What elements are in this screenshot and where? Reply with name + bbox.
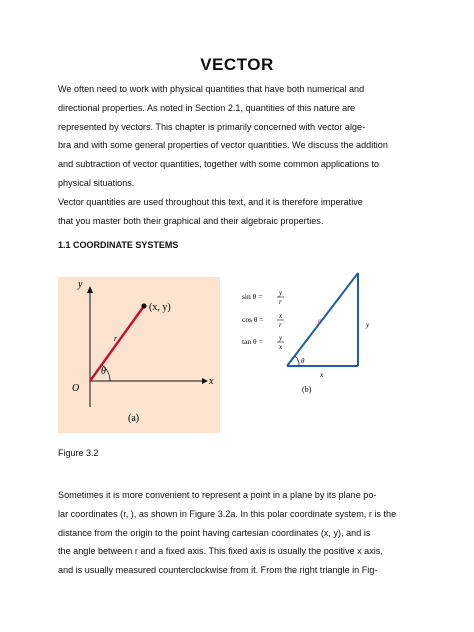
- text-line: Sometimes it is more convenient to represent a point in a plane by its plane po-: [58, 490, 377, 500]
- text-line: that you master both their graphical and their algebraic properties.: [58, 215, 324, 226]
- tan-num: y: [279, 334, 283, 342]
- body-paragraph: [58, 486, 428, 580]
- cos-num: x: [279, 312, 283, 320]
- intro-paragraph: [58, 80, 428, 230]
- sin-num: y: [279, 289, 283, 297]
- point-label: (x, y): [149, 302, 171, 313]
- text-line: the angle between r and a fixed axis. This fixed axis is usually the positive x axis,: [58, 546, 383, 557]
- section-heading: 1.1 COORDINATE SYSTEMS: [58, 240, 179, 250]
- text-line: bra and with some general properties of vector quantities. We discuss the addition: [58, 140, 388, 151]
- text-line: We often need to work with physical quantities that have both numerical and: [58, 84, 365, 94]
- radius-label: r: [114, 334, 118, 343]
- angle-label: θ: [101, 366, 106, 377]
- figure-a-label: [120, 409, 160, 425]
- x-axis-label: x: [209, 376, 214, 387]
- angle-label: θ: [301, 357, 305, 365]
- text-line: and is usually measured counterclockwise from it. From the right triangle in Fig-: [58, 565, 378, 576]
- text-line: represented by vectors. This chapter is primarily concerned with vector alge-: [58, 121, 366, 132]
- y-axis-label: y: [78, 279, 83, 290]
- sin-den: r: [279, 298, 282, 306]
- adjacent-label: x: [320, 370, 324, 379]
- opposite-label: y: [366, 320, 370, 329]
- sin-lhs: sin θ =: [242, 292, 263, 301]
- point-marker: [141, 303, 146, 308]
- figure-a-label-text: (a): [128, 413, 140, 424]
- text-line: directional properties. As noted in Section 2.1, quantities of this nature are: [58, 102, 356, 113]
- page-title: VECTOR: [200, 55, 274, 74]
- hypotenuse-label: r: [318, 317, 321, 325]
- figure-b-label: (b): [302, 385, 312, 394]
- text-line: physical situations.: [58, 177, 135, 188]
- figure-caption: Figure 3.2: [58, 448, 99, 458]
- triangle-hypotenuse: [287, 273, 358, 366]
- text-line: lar coordinates (r, ), as shown in Figure 3.2a. In this polar coordinate system, r is the: [58, 508, 397, 519]
- figure-b-right-triangle: [232, 268, 394, 398]
- tan-den: x: [279, 343, 283, 351]
- text-line: and subtraction of vector quantities, together with some common applications to: [58, 159, 379, 170]
- angle-arc: [295, 356, 299, 366]
- text-line: Vector quantities are used throughout this text, and it is therefore imperative: [58, 196, 363, 207]
- text-line: distance from the origin to the point having cartesian coordinates (x, y), and is: [58, 527, 371, 538]
- tan-lhs: tan θ =: [242, 337, 263, 346]
- cos-lhs: cos θ =: [242, 315, 264, 324]
- origin-label: O: [72, 383, 80, 394]
- cos-den: r: [279, 321, 282, 329]
